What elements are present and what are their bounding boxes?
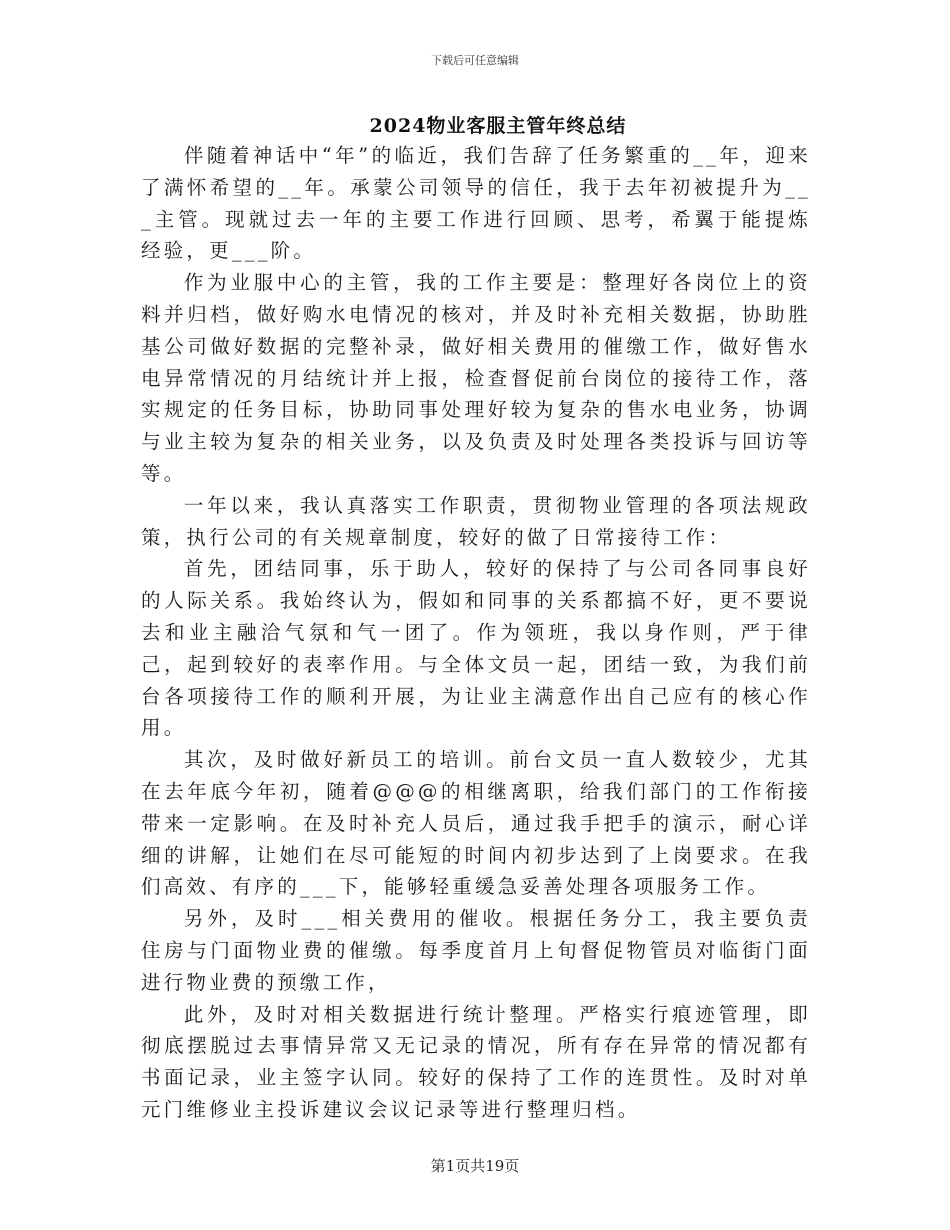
document-title: 2024物业客服主管年终总结 (369, 115, 627, 137)
paragraph-fee-collection: 另外，及时___相关费用的催收。根据任务分工，我主要负责住房与门面物业费的催缴。每季度首月上旬督促物管员对临街门面进行物业费的预缴工作， (141, 907, 811, 994)
page-number: 第1页共19页 (430, 1157, 520, 1175)
paragraph-intro: 伴随着神话中“年”的临近，我们告辞了任务繁重的__年，迎来了满怀希望的__年。承蒙公司领导的信任，我于去年初被提升为___主管。现就过去一年的主要工作进行回顾、思考，希翼于能提炼经验，更___阶。 (141, 144, 811, 263)
paragraph-teamwork: 首先，团结同事，乐于助人，较好的保持了与公司各同事良好的人际关系。我始终认为，假如和同事的关系都搞不好，更不要说去和业主融洽气氛和气一团了。作为领班，我以身作则，严于律己，起到较好的表率作用。与全体文员一起，团结一致，为我们前台各项接待工作的顺利开展，为让业主满意作出自己应有的核心作用。 (141, 557, 811, 740)
paragraph-duties: 作为业服中心的主管，我的工作主要是：整理好各岗位上的资料并归档，做好购水电情况的核对，并及时补充相关数据，协助胜基公司做好数据的完整补录，做好相关费用的催缴工作，做好售水电异常情况的月结统计并上报，检查督促前台岗位的接待工作，落实规定的任务目标，协助同事处理好较为复杂的售水电业务，协调与业主较为复杂的相关业务，以及负责及时处理各类投诉与回访等等。 (141, 271, 811, 485)
paragraph-data-records: 此外，及时对相关数据进行统计整理。严格实行痕迹管理，即彻底摆脱过去事情异常又无记录的情况，所有存在异常的情况都有书面记录，业主签字认同。较好的保持了工作的连贯性。及时对单元门维修业主投诉建议会议记录等进行整理归档。 (141, 1002, 811, 1121)
paragraph-overview: 一年以来，我认真落实工作职责，贯彻物业管理的各项法规政策，执行公司的有关规章制度，较好的做了日常接待工作： (141, 493, 811, 549)
document-body (141, 140, 811, 1126)
paragraph-training: 其次，及时做好新员工的培训。前台文员一直人数较少，尤其在去年底今年初，随着@@@的相继离职，给我们部门的工作衔接带来一定影响。在及时补充人员后，通过我手把手的演示，耐心详细的讲解，让她们在尽可能短的时间内初步达到了上岗要求。在我们高效、有序的___下，能够轻重缓急妥善处理各项服务工作。 (141, 748, 811, 899)
page-header-note: 下载后可任意编辑 (431, 54, 519, 67)
